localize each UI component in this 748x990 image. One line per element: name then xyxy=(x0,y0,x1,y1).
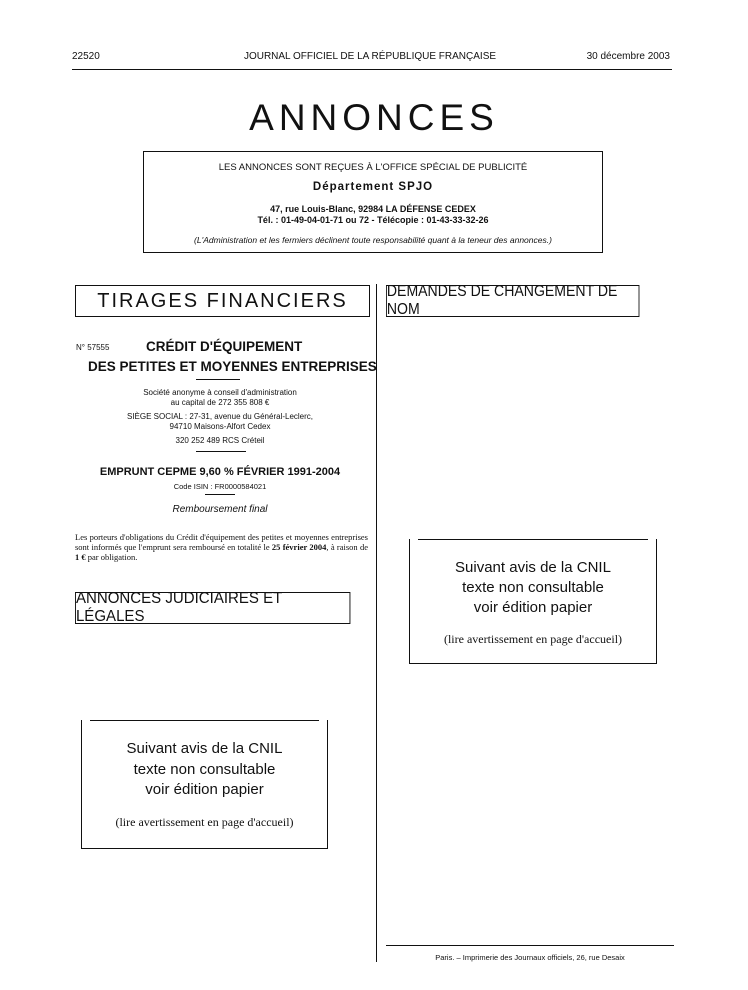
cnil-notice-box xyxy=(409,539,657,664)
cnil-line: voir édition papier xyxy=(145,781,264,798)
body-text: par obligation. xyxy=(85,552,138,562)
cnil-notice-box xyxy=(81,720,328,849)
section-banner-demandes: DEMANDES DE CHANGEMENT DE NOM xyxy=(386,285,639,317)
announcement-title-line1: CRÉDIT D'ÉQUIPEMENT xyxy=(146,339,303,354)
notice-address: 47, rue Louis-Blanc, 92984 LA DÉFENSE CEDEX xyxy=(270,204,476,214)
box-top-rule xyxy=(418,539,648,540)
column-divider xyxy=(376,284,377,962)
notice-phone: Tél. : 01-49-04-01-71 ou 72 - Télécopie : 01-43-33-32-26 xyxy=(257,215,489,225)
repayment-date: 25 février 2004 xyxy=(271,542,327,552)
rcs-number: 320 252 489 RCS Créteil xyxy=(175,436,265,445)
separator-rule xyxy=(196,451,246,452)
registered-office: SIÈGE SOCIAL : 27-31, avenue du Général-Leclerc, xyxy=(126,412,314,421)
page-number: 22520 xyxy=(72,51,100,62)
box-top-rule xyxy=(90,720,319,721)
repayment-heading: Remboursement final xyxy=(172,504,268,515)
notice-disclaimer: (L'Administration et les fermiers déclinent toute responsabilité quant à la teneur des annonces.) xyxy=(194,235,552,245)
cnil-line: texte non consultable xyxy=(462,579,604,596)
cnil-note: (lire avertissement en page d'accueil) xyxy=(115,815,294,829)
body-text: Les porteurs d'obligations du Crédit d'équipement des petites et moyennes entreprises sont informés que l'emprunt sera remboursé en totalité le xyxy=(75,532,368,552)
notice-department: Département SPJO xyxy=(312,181,434,193)
separator-rule xyxy=(196,379,240,380)
separator-rule xyxy=(205,494,235,495)
cnil-line: voir édition papier xyxy=(473,599,593,616)
announcement-body xyxy=(75,532,368,562)
company-capital: au capital de 272 355 808 € xyxy=(170,398,270,407)
cnil-line: Suivant avis de la CNIL xyxy=(455,559,611,576)
header-rule xyxy=(72,69,672,70)
section-banner-judiciaires: ANNONCES JUDICIAIRES ET LÉGALES xyxy=(75,592,350,624)
loan-title: EMPRUNT CEPME 9,60 % FÉVRIER 1991-2004 xyxy=(99,466,341,478)
cnil-line: texte non consultable xyxy=(133,761,276,778)
printer-imprint: Paris. – Imprimerie des Journaux officiels, 26, rue Desaix xyxy=(435,953,625,962)
repayment-amount: 1 € xyxy=(75,552,86,562)
company-form: Société anonyme à conseil d'administration xyxy=(143,388,297,397)
notice-line: LES ANNONCES SONT REÇUES À L'OFFICE SPÉCIAL DE PUBLICITÉ xyxy=(218,162,528,173)
publicity-notice-box xyxy=(143,151,603,253)
isin-code: Code ISIN : FR0000584021 xyxy=(173,482,267,491)
cnil-line: Suivant avis de la CNIL xyxy=(126,740,283,757)
journal-title: JOURNAL OFFICIEL DE LA RÉPUBLIQUE FRANÇAISE xyxy=(243,51,497,62)
registered-office-city: 94710 Maisons-Alfort Cedex xyxy=(169,422,271,431)
section-banner-tirages: TIRAGES FINANCIERS xyxy=(75,285,370,317)
cnil-note: (lire avertissement en page d'accueil) xyxy=(443,632,623,646)
footer-rule xyxy=(386,945,674,946)
issue-date: 30 décembre 2003 xyxy=(586,51,670,62)
announcement-number: N° 57555 xyxy=(76,343,110,352)
announcement-title-line2: DES PETITES ET MOYENNES ENTREPRISES xyxy=(88,359,377,374)
page-title: ANNONCES xyxy=(249,97,499,138)
body-text: , à raison de xyxy=(326,542,368,552)
